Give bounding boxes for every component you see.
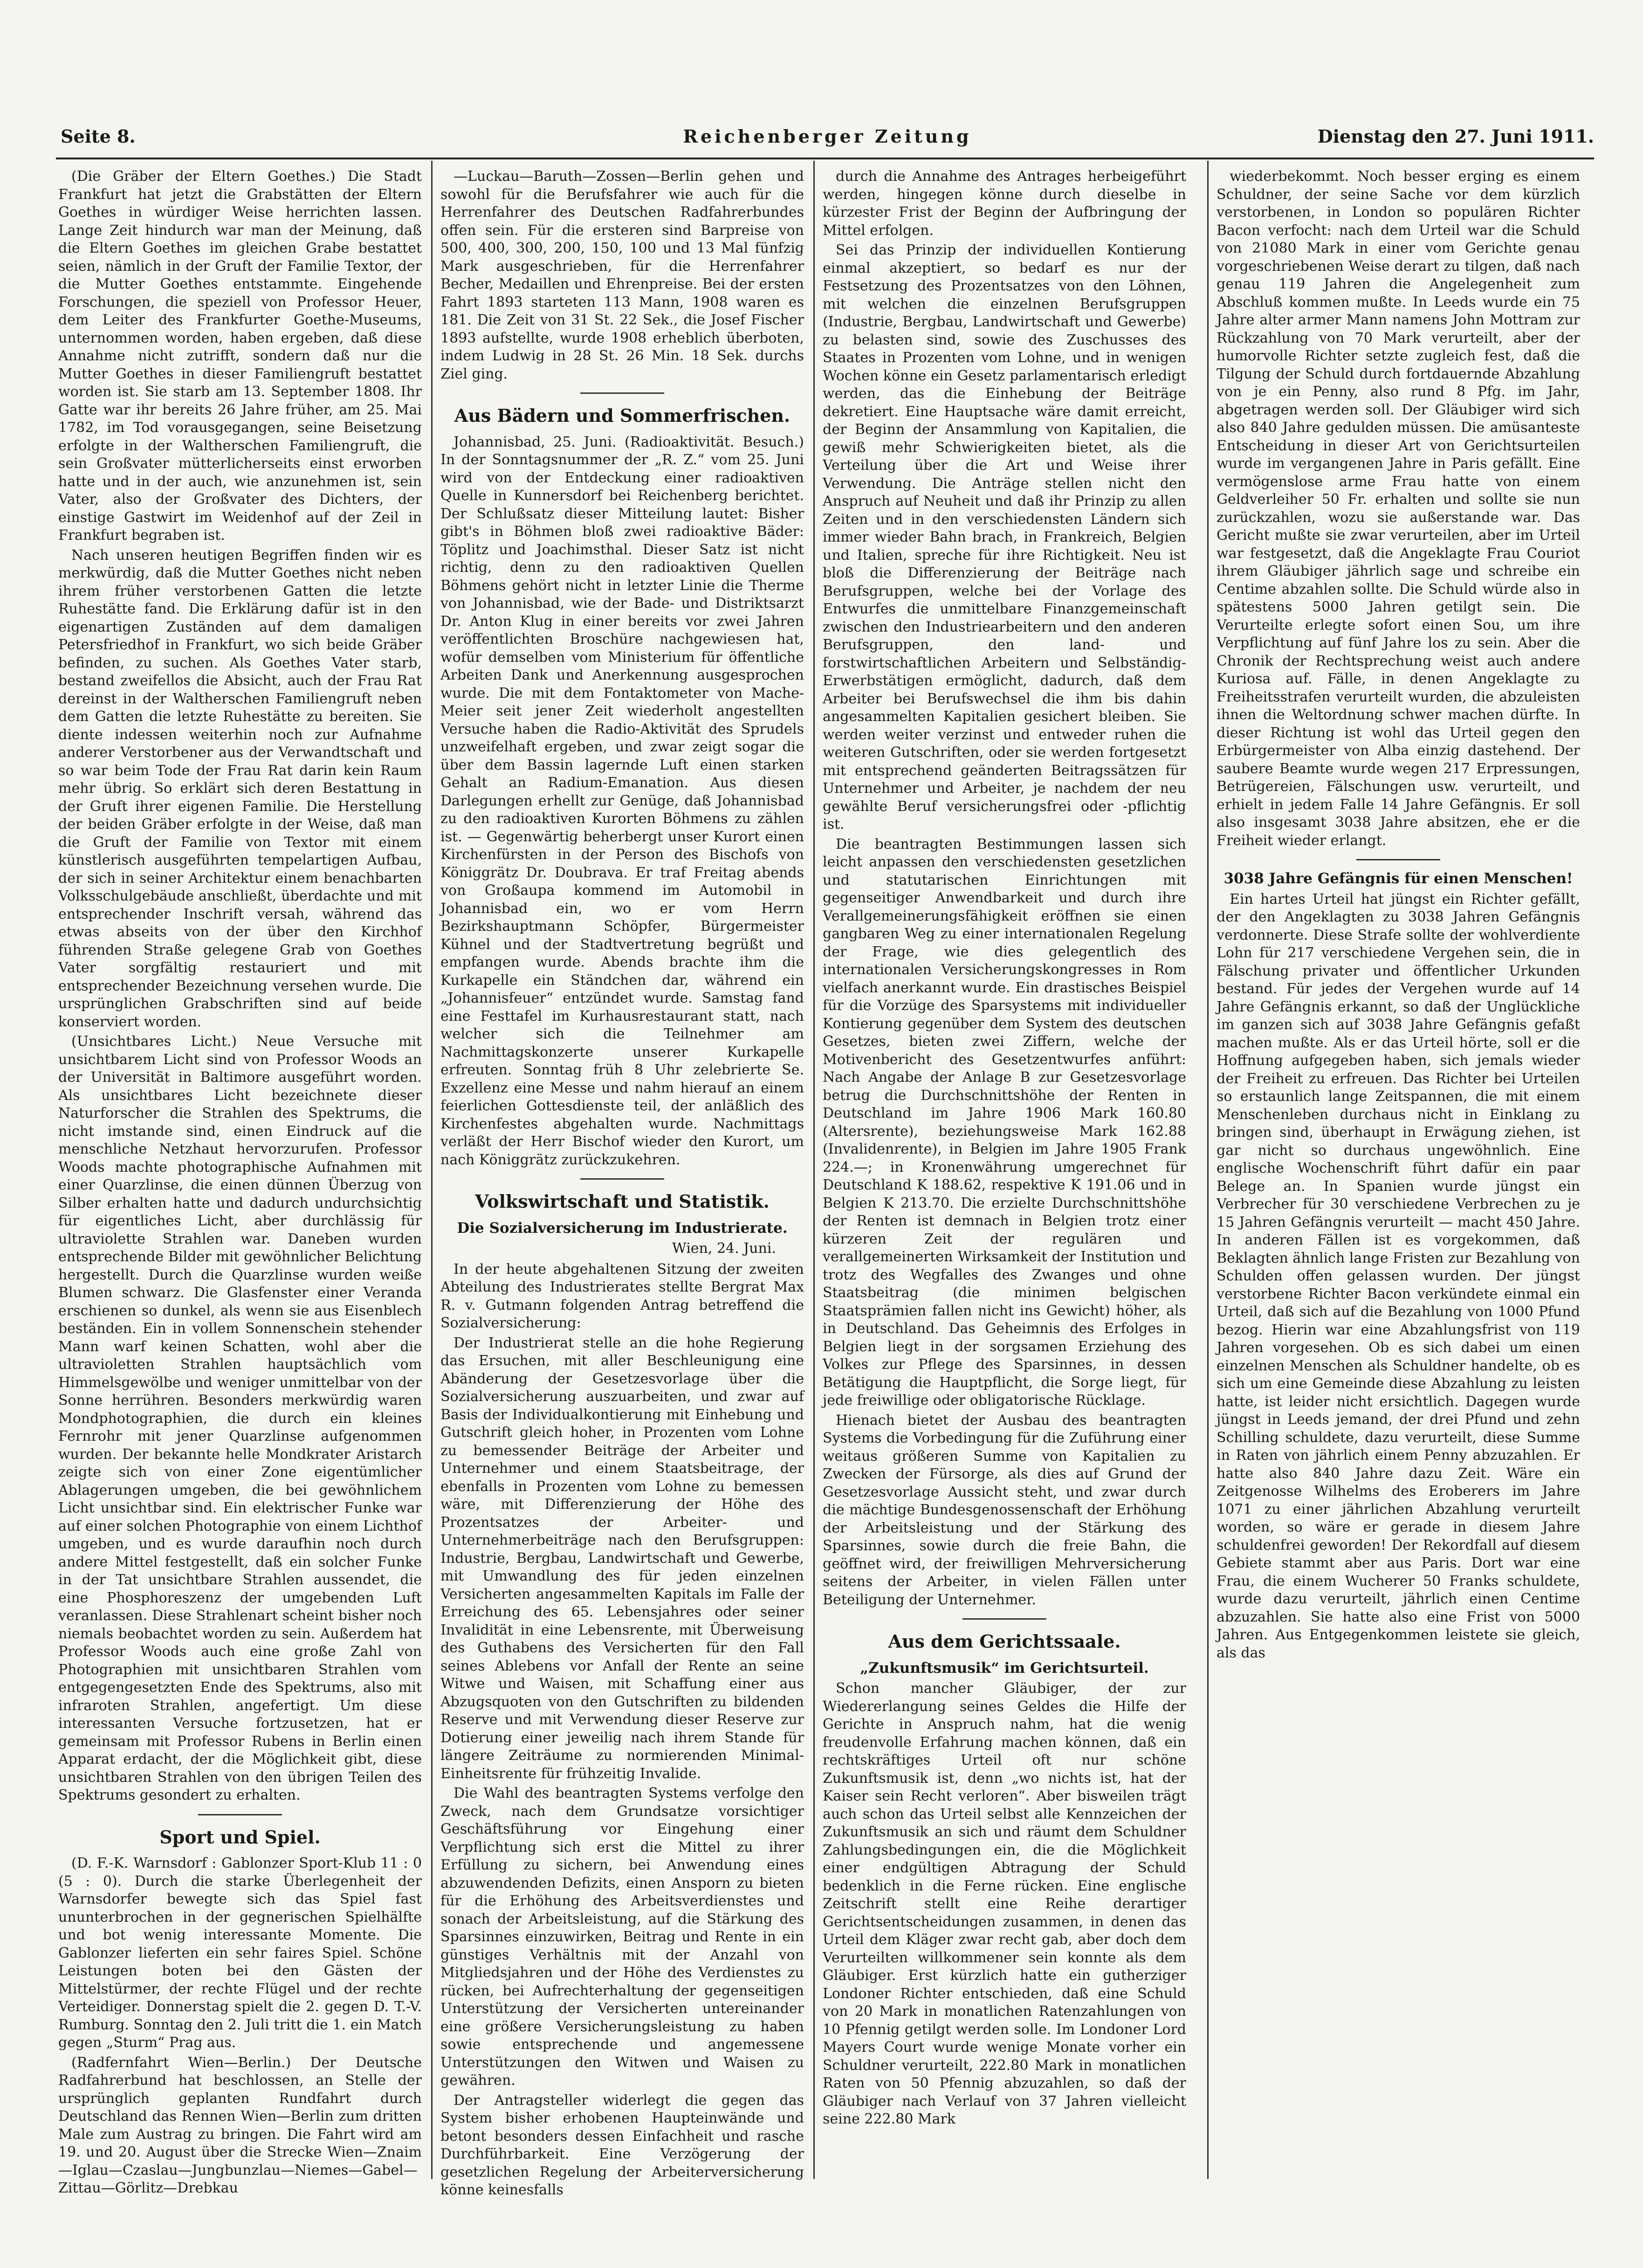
article-social-insurance-cont: durch die Annahme des Antrages herbeigeführt werden, hingegen könne durch dieselbe in kürzester Frist der Beginn der Aufbringung der Mittel erfolgen. bbox=[823, 168, 1186, 239]
section-separator bbox=[1356, 859, 1440, 860]
article-subtitle: „Zukunftsmusik“ im Gerichtsurteil. bbox=[860, 1659, 1149, 1677]
article-3038-years: Ein hartes Urteil hat jüngst ein Richter gefällt, der den Angeklagten zu 3038 Jahren Gefängnis verdonnerte. Diese Strafe sollte der wohlverdiente Lohn für 217 verschiedene Vergehen sein, die in Fälschung privater und öffentlicher Urkunden bestand. Für jedes der Vergehen wurde auf 14 Jahre Gefängnis erkannt, so daß der Unglückliche im ganzen sich auf 3038 Jahre Gefängnis gefaßt machen mußte. Als er das Urteil hörte, soll er die Hoffnung aufgegeben haben, sich jemals wieder der Freiheit zu erfreuen. Das Richter bei Urteilen so erstaunlich lange Zeitspannen, die mit einem Menschenleben durchaus nicht in Einklang zu bringen sind, überhaupt in Erwägung ziehen, ist gar nicht so durchaus ungewöhnlich. Eine englische Wochenschrift führt dafür ein paar Belege an. In Spanien wurde jüngst ein Verbrecher für 30 verschiedene Verbrechen zu je 15 Jahren Gefängnis verurteilt — macht 450 Jahre. In anderen Fällen ist es vorgekommen, daß Beklagten ähnlich lange Fristen zur Bezahlung von Schulden offen gelassen wurden. Der jüngst verstorbene Richter Bacon verkündete einmal ein Urteil, daß sich auf die Bezahlung von 1000 Pfund bezog. Hierin war eine Abzahlungsfrist von 119 Jahren vorgesehen. Ob es sich dabei um einen einzelnen Menschen als Schuldner handelte, ob es sich um eine Gemeinde diese Abzahlung zu leisten hatte, ist leider nicht ersichtlich. Dagegen wurde jüngst in Leeds jemand, der drei Pfund und zehn Schilling schuldete, dazu verurteilt, diese Summe in Raten von jährlich einem Penny abzuzahlen. Er hatte also 840 Jahre dazu Zeit. Wäre ein Zeitgenosse Wilhelms des Eroberers im Jahre 1071 zu einer jährlichen Abzahlung verurteilt worden, so wäre er gerade in diesem Jahre schuldenfrei geworden! Der Rekordfall auf diesem Gebiete stammt aber aus Paris. Dort war eine Frau, die einem Wucherer 50 Franks schuldete, wurde dazu verurteilt, jährlich einen Centime abzuzahlen. Sie hatte also eine Frist von 5000 Jahren. Aus Entgegenkommen leistete sie gleich, als das bbox=[1217, 891, 1580, 1661]
issue-date: Dienstag den 27. Juni 1911. bbox=[1317, 126, 1594, 147]
article-subtitle: 3038 Jahre Gefängnis für einen Menschen! bbox=[1224, 870, 1573, 887]
article-social-insurance-conclusion: Hienach bietet der Ausbau des beantragten Systems die Vorbedingung für die Zuführung einer weitaus größeren Summe von Kapitalien zu Zwecken der Fürsorge, als dies auf Grund der Gesetzesvorlage Aussicht steht, und zwar durch die mächtige Bundesgenossenschaft der Erhöhung der Arbeitsleistung und der Stärkung des Sparsinnes, sowie durch die freie Bahn, die geöffnet wird, der freiwilligen Mehrversicherung seitens der Arbeiter, in vielen Fällen unter Beteiligung der Unternehmer. bbox=[823, 1412, 1186, 1608]
header-rule bbox=[56, 158, 1594, 159]
section-title-sport: Sport und Spiel. bbox=[159, 1826, 321, 1848]
article-social-insurance-motion: Der Industrierat stelle an die hohe Regierung das Ersuchen, mit aller Beschleunigung eine Abänderung der Gesetzesvorlage über die Sozialversicherung auszuarbeiten, und zwar auf Basis der Individualkontierung mit Einhebung und Gutschrift gleich hoher, in Prozenten vom Lohne zu bemessender Beiträge der Arbeiter und Unternehmer und einem Staatsbeitrage, der ebenfalls in Prozenten vom Lohne zu bemessen wäre, mit Differenzierung der Höhe des Prozentsatzes der Arbeiter- und Unternehmerbeiträge nach den Berufsgruppen: Industrie, Bergbau, Landwirtschaft und Gewerbe, mit Umwandlung des für jeden einzelnen Versicherten angesammelten Kapitals im Falle der Erreichung des 65. Lebensjahres oder seiner Invalidität in eine Lebensrente, mit Überweisung des Guthabens des Versicherten für den Fall seines Ablebens vor Anfall der Rente an seine Witwe und Waisen, mit Schaffung einer aus Abzugsquoten von den Gutschriften zu bildenden Reserve und mit Verwendung dieser Reserve zur Dotierung einer jeweilig nach ihrem Stande für längere Zeiträume zu normierenden Minimal-Einheitsrente für frühzeitig Invalide. bbox=[440, 1334, 804, 1782]
article-goethe-graves: (Die Gräber der Eltern Goethes.) Die Stadt Frankfurt hat jetzt die Grabstätten der Eltern Goethes in würdiger Weise herrichten lassen. Lange Zeit hindurch war man der Meinung, daß die Eltern Goethes im gleichen Grabe bestattet seien, nämlich in der Gruft der Familie Textor, der die Mutter Goethes entstammte. Eingehende Forschungen, die speziell von Professor Heuer, dem Leiter des Frankfurter Goethe-Museums, unternommen worden, haben ergeben, daß diese Annahme nicht zutrifft, sondern daß nur die Mutter Goethes in dieser Familiengruft bestattet worden ist. Sie starb am 13. September 1808. Ihr Gatte war ihr bereits 26 Jahre früher, am 25. Mai 1782, im Tod vorausgegangen, seine Beisetzung erfolgte in der Waltherschen Familiengruft, die sein Großvater mütterlicherseits einst erworben hatte und in der auch, wie anzunehmen ist, sein Vater, also der Großvater des Dichters, der einstige Gastwirt im Weidenhof auf der Zeil in Frankfurt begraben ist. bbox=[58, 168, 422, 543]
article-football: (D. F.-K. Warnsdorf : Gablonzer Sport-Klub 11 : 0 (5 : 0). Durch die starke Überlegenheit der Warnsdorfer bewegte sich das Spiel fast ununterbrochen in der gegnerischen Spielhälfte und bot wenig interessante Momente. Die Gablonzer lieferten ein sehr faires Spiel. Schöne Leistungen boten bei den Gästen der Mittelstürmer, der rechte Flügel und der rechte Verteidiger. Donnerstag spielt die 2. gegen D. T.-V. Rumburg. Sonntag den 2. Juli tritt die 1. ein Match gegen „Sturm“ Prag aus. bbox=[58, 1855, 422, 2051]
article-johannisbad: Johannisbad, 25. Juni. (Radioaktivität. Besuch.) In der Sonntagsnummer der „R. Z.“ vom 25. Juni wird von der Entdeckung einer radioaktiven Quelle in Kunnersdorf bei Reichenberg berichtet. Der Schlußsatz dieser Mitteilung lautet: Bisher gibt's in Böhmen bloß zwei radioaktive Bäder: Töplitz und Joachimsthal. Dieser Satz ist nicht richtig, denn zu den radioaktiven Quellen Böhmens gehört nicht in letzter Linie die Therme von Johannisbad, wie der Bade- und Distriktsarzt Dr. Anton Klug in einer bereits vor zwei Jahren veröffentlichten Broschüre nachgewiesen hat, wofür demselben vom Ministerium für öffentliche Arbeiten Dank und Anerkennung ausgesprochen wurde. Die mit dem Fontaktometer von Mache-Meier seit jener Zeit wiederholt angestellten Versuche haben die Radio-Aktivität des Sprudels unzweifelhaft ergeben, und zwar zeigt sogar die über dem Bassin lagernde Luft einen starken Gehalt an Radium-Emanation. Aus diesen Darlegungen erhellt zur Genüge, daß Johannisbad zu den radioaktiven Kurorten Böhmens zu zählen ist. — Gegenwärtig beherbergt unser Kurort einen Kirchenfürsten in der Person des Bischofs von Königgrätz Dr. Doubrava. Er traf Freitag abends von Großaupa kommend im Automobil in Johannisbad ein, wo er vom Herrn Bezirkshauptmann Schöpfer, Bürgermeister Kühnel und der Stadtvertretung begrüßt und empfangen wurde. Abends brachte ihm die Kurkapelle ein Ständchen dar, während ein „Johannisfeuer“ entzündet wurde. Samstag fand eine Festtafel im Kurhausrestaurant statt, nach welcher sich die Teilnehmer am Nachmittagskonzerte unserer Kurkapelle erfreuten. Sonntag früh 8 Uhr zelebrierte Se. Exzellenz eine Messe und nahm hierauf an einem feierlichen Gottesdienste teil, der anläßlich des Kirchenfestes abgehalten wurde. Nachmittags verläßt der Herr Bischof wieder den Kurort, um nach Königgrätz zurückzukehren. bbox=[440, 433, 804, 1168]
article-cycling: (Radfernfahrt Wien—Berlin.) Der Deutsche Radfahrerbund hat beschlossen, an Stelle der ursprünglich geplanten Rundfahrt durch Deutschland das Rennen Wien—Berlin zum dritten Male zum Austrag zu bringen. Die Fahrt wird am 19. und 20. August über die Strecke Wien—Znaim—Iglau—Czaslau—Jungbunzlau—Niemes—Gabel—Zittau—Görlitz—Drebkau bbox=[58, 2054, 422, 2196]
article-social-insurance-purpose: Die Wahl des beantragten Systems verfolge den Zweck, nach dem Grundsatze vorsichtiger Geschäftsführung vor Eingehung einer Verpflichtung sich erst die Mittel zu ihrer Erfüllung zu sichern, bei Anwendung eines abzuwendenden Defizits, einen Ansporn zu bieten für die Erhöhung des Arbeitsverdienstes und sonach der Arbeitsleistung, auf die Stärkung des Sparsinnes einzuwirken, Beitrag und Rente in ein günstiges Verhältnis mit der Anzahl von Mitgliedsjahren und der Höhe des Verdienstes zu rücken, bei Aufrechterhaltung der gegenseitigen Unterstützung der Versicherten untereinander eine größere Versicherungsleistung zu haben sowie entsprechende und angemessene Unterstützungen den Witwen und Waisen zu gewähren. bbox=[440, 1785, 804, 2089]
column-3 bbox=[823, 168, 1186, 2172]
section-title-gericht: Aus dem Gerichtssaale. bbox=[888, 1631, 1121, 1652]
article-goethe-graves-cont: Nach unseren heutigen Begriffen finden wir es merkwürdig, daß die Mutter Goethes nicht neben ihrem früher verstorbenen Gatten die letzte Ruhestätte fand. Die Erklärung dafür ist in den eigenartigen Zuständen auf dem damaligen Petersfriedhof in Frankfurt, wo sich beide Gräber befinden, zu suchen. Als Goethes Vater starb, bestand zweifellos die Absicht, auch der Frau Rat dereinst in der Waltherschen Familiengruft neben dem Gatten die letzte Ruhestätte zu bereiten. Sie diente indessen weiterhin noch zur Aufnahme anderer Verstorbener aus der Verwandtschaft und so war beim Tode der Frau Rat darin kein Raum mehr übrig. So erklärt sich deren Bestattung in der Gruft ihrer eigenen Familie. Die Herstellung der beiden Gräber erfolgte in der Weise, daß man die Gruft der Familie von Textor mit einem künstlerisch ausgeführten tempelartigen Aufbau, der sich in seiner Architektur einem benachbarten Volksschulgebäude anschließt, überdachte und mit entsprechender Inschrift versah, während das etwas abseits von der über den Kirchhof führenden Straße gelegene Grab von Goethes Vater sorgfältig restauriert und mit entsprechender Bezeichnung versehen wurde. Die ursprünglichen Grabschriften sind auf beide konserviert worden. bbox=[58, 547, 422, 1030]
article-social-insurance-defense: Der Antragsteller widerlegt die gegen das System bisher erhobenen Haupteinwände und betont besonders dessen Einfachheit und rasche Durchführbarkeit. Eine Verzögerung der gesetzlichen Regelung der Arbeiterversicherung könne keinesfalls bbox=[440, 2092, 804, 2198]
column-divider bbox=[431, 161, 433, 2179]
section-separator bbox=[198, 1814, 282, 1815]
section-title-baeder: Aus Bädern und Sommerfrischen. bbox=[454, 405, 791, 426]
article-court-future-music: Schon mancher Gläubiger, der zur Wiedererlangung seines Geldes die Hilfe der Gerichte in Anspruch nahm, hat die wenig freudenvolle Erfahrung machen können, daß ein rechtskräftiges Urteil oft nur schöne Zukunftsmusik ist, denn „wo nichts ist, hat der Kaiser sein Recht verloren“. Aber bisweilen trägt auch schon das Urteil selbst alle Kennzeichen der Zukunftsmusik an sich und räumt dem Schuldner Zahlungsbedingungen ein, die die Möglichkeit einer endgültigen Abtragung der Schuld bedenklich in die Ferne rücken. Eine englische Zeitschrift stellt eine Reihe derartiger Gerichtsentscheidungen zusammen, in denen das Urteil dem Kläger zwar recht gab, aber doch dem Verurteilten willkommener sein konnte als dem Gläubiger. Erst kürzlich hatte ein gutherziger Londoner Richter entschieden, daß eine Schuld von 20 Mark in monatlichen Ratenzahlungen von 10 Pfennig getilgt werden solle. Im Londoner Lord Mayers Court wurde wenige Monate vorher ein Schuldner verurteilt, 222.80 Mark in monatlichen Raten von 50 Pfennig abzuzahlen, so daß der Gläubiger nach Verlauf von 37 Jahren vielleicht seine 222.80 Mark bbox=[823, 1680, 1186, 2127]
page-number: Seite 8. bbox=[61, 126, 136, 147]
article-invisible-light: (Unsichtbares Licht.) Neue Versuche mit unsichtbarem Licht sind von Professor Woods an der Universität in Baltimore ausgeführt worden. Als unsichtbares Licht bezeichnete dieser Naturforscher die Strahlen des Spektrums, die nicht imstande sind, einen Eindruck auf die menschliche Netzhaut hervorzurufen. Professor Woods machte photographische Aufnahmen mit einer Quarzlinse, die einen dünnen Überzug von Silber erhalten hatte und dadurch undurchsichtig für eigentliches Licht, aber durchlässig für ultraviolette Strahlen war. Daneben wurden entsprechende Bilder mit gewöhnlicher Belichtung hergestellt. Durch die Quarzlinse wurden weiße Blumen schwarz. Die Glasfenster einer Veranda erschienen so dunkel, als wenn sie aus Eisenblech beständen. Ein in vollem Sonnenschein stehender Mann warf keinen Schatten, wohl aber die ultravioletten Strahlen hauptsächlich vom Himmelsgewölbe und weniger unmittelbar von der Sonne herrühren. Besonders merkwürdig waren Mondphotographien, die durch ein kleines Fernrohr mit jener Quarzlinse aufgenommen wurden. Der bekannte helle Mondkrater Aristarch zeigte sich von einer Zone eigentümlicher Ablagerungen umgeben, die bei gewöhnlichem Licht unsichtbar sind. Ein elektrischer Funke war auf einer solchen Photographie von einem Lichthof umgeben, und es wurde daraufhin noch durch andere Mittel festgestellt, daß ein solcher Funke in der Tat unsichtbare Strahlen aussendet, die eine Phosphoreszenz der umgebenden Luft veranlassen. Diese Strahlenart scheint bisher noch niemals beobachtet worden zu sein. Außerdem hat Professor Woods auch eine große Zahl von Photographien mit unsichtbaren Strahlen vom entgegengesetzten Ende des Spektrums, also mit infraroten Strahlen, angefertigt. Um diese interessanten Versuche fortzusetzen, hat er gemeinsam mit Professor Rubens in Berlin einen Apparat erdacht, der die Möglichkeit gibt, diese unsichtbaren Strahlen von den übrigen Teilen des Spektrums gesondert zu erhalten. bbox=[58, 1033, 422, 1803]
page-header bbox=[61, 126, 1594, 154]
column-divider bbox=[1207, 161, 1209, 2179]
dateline: Wien, 24. Juni. bbox=[672, 1240, 776, 1257]
section-title-volkswirtschaft: Volkswirtschaft und Statistik. bbox=[475, 1191, 770, 1212]
section-separator bbox=[580, 1178, 664, 1180]
column-1 bbox=[58, 168, 422, 2196]
article-social-insurance-principle: Sei das Prinzip der individuellen Kontierung einmal akzeptiert, so bedarf es nur der Festsetzung des Prozentsatzes von den Löhnen, mit welchen die einzelnen Berufsgruppen (Industrie, Bergbau, Landwirtschaft und Gewerbe) zu belasten sind, sowie des Zuschusses des Staates in Prozenten vom Lohne, und in wenigen Wochen könne ein Gesetz parlamentarisch erledigt werden, das die Einhebung der Beiträge dekretiert. Eine Hauptsache wäre damit erreicht, der Beginn der Ansammlung von Kapitalien, die gewiß mehr Schwierigkeiten bietet, als die Verteilung über die Art und Weise ihrer Verwendung. Die Anträge stellen nicht den Anspruch auf Neuheit und daß ihr Prinzip zu allen Zeiten und in den verschiedensten Ländern sich immer wieder Bahn brach, in Frankreich, Belgien und Italien, spreche für ihre Richtigkeit. Neu ist bloß die Differenzierung der Beiträge nach Berufsgruppen, welche bei der Vorlage des Entwurfes die unmittelbare Finanzgemeinschaft zwischen den Industriearbeitern und den anderen Berufsgruppen, den land- und forstwirtschaftlichen Arbeitern und Selbständig-Erwerbstätigen ermöglicht, dadurch, daß dem Arbeiter bei Berufswechsel die ihm bis dahin angesammelten Kapitalien gesichert bleiben. Sie werden weiter verzinst und entweder ruhen die weiteren Gutschriften, oder sie werden fortgesetzt mit entsprechend geänderten Beitragssätzen für Unternehmer und Arbeiter, je nachdem der neu gewählte Beruf versicherungsfrei oder -pflichtig ist. bbox=[823, 242, 1186, 832]
article-subtitle: Die Sozialversicherung im Industrierate. bbox=[457, 1219, 788, 1237]
column-4 bbox=[1217, 168, 1580, 2172]
newspaper-title: Reichenberger Zeitung bbox=[683, 126, 972, 147]
article-social-insurance: In der heute abgehaltenen Sitzung der zweiten Abteilung des Industrierates stellte Bergrat Max R. v. Gutmann folgenden Antrag betreffend die Sozialversicherung: bbox=[440, 1261, 804, 1331]
article-court-cont: wiederbekommt. Noch besser erging es einem Schuldner, der seine Sache vor dem kürzlich verstorbenen, in London so populären Richter Bacon verfocht: nach dem Urteil war die Schuld von 21080 Mark in einer vom Gerichte genau vorgeschriebenen Weise derart zu tilgen, daß nach genau 119 Jahren die Angelegenheit zum Abschluß kommen mußte. In Leeds wurde ein 75 Jahre alter armer Mann namens John Mottram zur Rückzahlung von 70 Mark verurteilt, aber der humorvolle Richter setzte zugleich fest, daß die Tilgung der Schuld durch fortdauernde Abzahlung von je ein Penny, also rund 8 Pfg. im Jahr, abgetragen werden soll. Der Gläubiger wird sich also 840 Jahre gedulden müssen. Die amüsanteste Entscheidung in dieser Art von Gerichtsurteilen wurde im vergangenen Jahre in Paris gefällt. Eine vermögenslose arme Frau hatte von einem Geldverleiher 50 Fr. erhalten und sollte sie nun zurückzahlen, wozu sie außerstande war. Das Gericht mußte sie zwar verurteilen, aber im Urteil war festgesetzt, daß die Angeklagte Frau Couriot ihrem Gläubiger jährlich sage und schreibe ein Centime abzahlen sollte. Die Schuld würde also in spätestens 5000 Jahren getilgt sein. Die Verurteilte erlegte sofort einen Sou, um ihre Verpflichtung auf fünf Jahre los zu sein. Aber die Chronik der Rechtsprechung weist auch andere Kuriosa auf. Fälle, in denen Angeklagte zu Freiheitsstrafen verurteilt wurden, die abzuleisten ihnen die Weltordnung schwer machen dürfte. In dieser Richtung ist wohl das Urteil gegen den Erbürgermeister von Alba einzig dastehend. Der saubere Beamte wurde wegen 217 Erpressungen, Betrügereien, Fälschungen usw. verurteilt, und erhielt in jedem Falle 14 Jahre Gefängnis. Er soll also insgesamt 3038 Jahre absitzen, ehe er die Freiheit wieder erlangt. bbox=[1217, 168, 1580, 849]
section-separator bbox=[962, 1618, 1046, 1620]
column-2 bbox=[440, 168, 804, 2198]
section-separator bbox=[580, 392, 664, 394]
article-cycling-cont: —Luckau—Baruth—Zossen—Berlin gehen und sowohl für die Berufsfahrer wie auch für die Herrenfahrer des Deutschen Radfahrerbundes offen sein. Für die ersteren sind Barpreise von 500, 400, 300, 200, 150, 100 und 13 Mal fünfzig Mark ausgeschrieben, für die Herrenfahrer Becher, Medaillen und Ehrenpreise. Bei der ersten Fahrt 1893 starteten 113 Mann, 1908 waren es 181. Die Zeit von 31 St. 22 Sek., die Josef Fischer 1893 aufstellte, wurde 1908 erheblich überboten, indem Ludwig in 28 St. 26 Min. 18 Sek. durchs Ziel ging. bbox=[440, 168, 804, 382]
column-divider bbox=[813, 161, 815, 2179]
article-social-insurance-belgium: Die beantragten Bestimmungen lassen sich leicht anpassen den verschiedensten gesetzlichen und statutarischen Einrichtungen mit gegenseitiger Anwendbarkeit und durch ihre Verallgemeinerungsfähigkeit eröffnen sie einen gangbaren Weg zu einer internationalen Regelung der Frage, wie dies gelegentlich des internationalen Versicherungskongresses in Rom vielfach anerkannt wurde. Ein drastisches Beispiel für die Vorzüge des Sparsystems mit individueller Kontierung gegenüber dem System des deutschen Gesetzes, bieten zwei Ziffern, welche der Motivenbericht des Gesetzentwurfes anführt: Nach Angabe der Anlage B zur Gesetzesvorlage betrug die Durchschnittshöhe der Renten in Deutschland im Jahre 1906 Mark 160.80 (Altersrente), beziehungsweise Mark 162.88 (Invalidenrente), in Belgien im Jahre 1905 Frank 224.—; in Kronenwährung umgerechnet für Deutschland K 188.62, respektive K 191.06 und in Belgien K 213.70. Die erzielte Durchschnittshöhe der Renten ist demnach in Belgien trotz einer kürzeren Zeit der regulären und verallgemeinerten Wirksamkeit der Institution und trotz des Wegfalles des Zwanges und ohne Staatsbeitrag (die minimen belgischen Staatsprämien fallen nicht ins Gewicht) höher, als in Deutschland. Das Geheimnis des Erfolges in Belgien liegt in der sorgsamen Erziehung des Volkes zur Pflege des Sparsinnes, in dessen Betätigung die Hauptpflicht, die Sorge liegt, für jede freiwillige oder obligatorische Rücklage. bbox=[823, 836, 1186, 1409]
